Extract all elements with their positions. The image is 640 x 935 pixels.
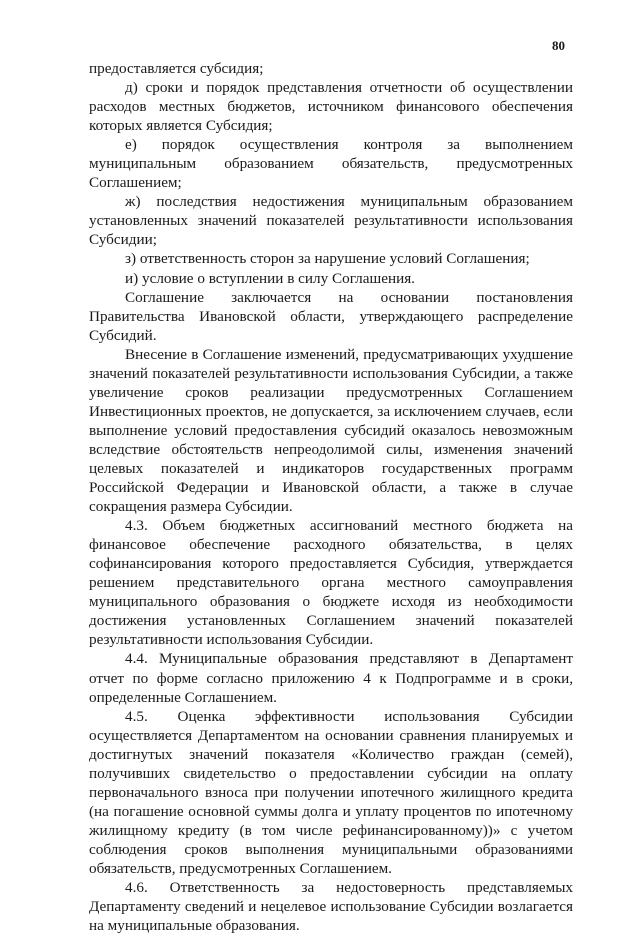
page-number: 80	[552, 38, 565, 53]
paragraph: 4.5. Оценка эффективности использования Субсидии осуществляется Департаментом на основании сравнения планируемых и достигнутых значений показателя «Количество граждан (семей), получивших свидетельство о предоставлении субсидии на оплату первоначального взноса при получении ипотечного жилищного кредита (на погашение основной суммы долга и уплату процентов по ипотечному жилищному кредиту (в том числе рефинансированному))» с учетом соблюдения сроков выполнения муниципальными образованиями обязательств, предусмотренных Соглашением.	[89, 707, 573, 877]
paragraph: ж) последствия недостижения муниципальным образованием установленных значений показателей результативности использования Субсидии;	[89, 193, 573, 249]
paragraph: и) условие о вступлении в силу Соглашения.	[125, 269, 415, 287]
paragraph: Соглашение заключается на основании постановления Правительства Ивановской области, утверждающего распределение Субсидий.	[89, 288, 573, 344]
paragraph: е) порядок осуществления контроля за выполнением муниципальным образованием обязательств, предусмотренных Соглашением;	[89, 136, 573, 192]
paragraph: 4.4. Муниципальные образования представляют в Департамент отчет по форме согласно приложению 4 к Подпрограмме и в сроки, определенные Соглашением.	[89, 650, 573, 706]
paragraph: 4.6. Ответственность за недостоверность представляемых Департаменту сведений и нецелевое использование Субсидии возлагается на муниципальные образования.	[89, 879, 573, 935]
paragraph: предоставляется субсидия;	[89, 60, 264, 77]
paragraph: д) сроки и порядок представления отчетности об осуществлении расходов местных бюджетов, источником финансового обеспечения которых является Субсидия;	[89, 79, 573, 135]
document-body	[89, 59, 573, 935]
paragraph: 4.3. Объем бюджетных ассигнований местного бюджета на финансовое обеспечение расходного обязательства, в целях софинансирования которого предоставляется Субсидия, утверждается решением представительного органа местного самоуправления муниципального образования о бюджете исходя из необходимости достижения установленных Соглашением значений показателей результативности использования Субсидии.	[89, 517, 573, 649]
paragraph: Внесение в Соглашение изменений, предусматривающих ухудшение значений показателей результативности использования Субсидии, а также увеличение сроков реализации предусмотренных Соглашением Инвестиционных проектов, не допускается, за исключением случаев, если выполнение условий предоставления субсидий оказалось невозможным вследствие обстоятельств непреодолимой силы, изменения значений целевых показателей и индикаторов государственных программ Российской Федерации и Ивановской области, а также в случае сокращения размера Субсидии.	[89, 345, 573, 516]
paragraph: з) ответственность сторон за нарушение условий Соглашения;	[125, 250, 530, 268]
